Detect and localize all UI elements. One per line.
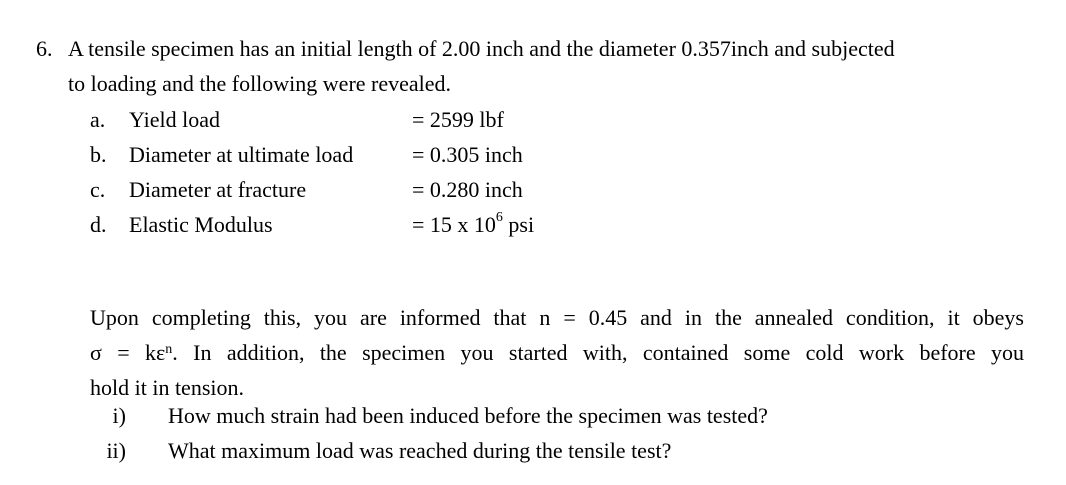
paragraph-line-2 (90, 335, 1024, 370)
info-paragraph (90, 300, 1024, 405)
given-item-value-diameter-fracture: = 0.280 inch (412, 177, 523, 202)
question-text-line-1: A tensile specimen has an initial length of 2.00 inch and the diameter 0.357inch and subjected (68, 36, 895, 61)
subquestion-text-i: How much strain had been induced before the specimen was tested? (168, 403, 768, 428)
given-item-value-elastic-modulus (412, 210, 535, 237)
paragraph-line-3: hold it in tension. (90, 375, 244, 400)
elastic-modulus-base: = 15 x 10 (412, 212, 496, 237)
subquestion-number-ii: ii) (106, 438, 126, 463)
given-item-letter-a: a. (90, 107, 106, 132)
given-item-letter-c: c. (90, 177, 106, 202)
question-number: 6. (36, 36, 53, 61)
stress-strain-formula: σ = kε (90, 340, 166, 365)
subquestion-text-ii: What maximum load was reached during the tensile test? (168, 438, 672, 463)
paragraph-line-1: Upon completing this, you are informed that n = 0.45 and in the annealed condition, it obeys (90, 305, 1024, 330)
given-item-label-elastic-modulus: Elastic Modulus (129, 212, 273, 237)
formula-exponent: n (165, 342, 173, 357)
given-item-letter-b: b. (90, 142, 107, 167)
given-item-label-diameter-fracture: Diameter at fracture (129, 177, 307, 202)
given-item-label-yield-load: Yield load (129, 107, 221, 132)
paragraph-line-2-rest: . In addition, the specimen you started with, contained some cold work before you (172, 340, 1024, 365)
elastic-modulus-unit: psi (502, 212, 535, 237)
subquestion-number-i: i) (112, 403, 126, 428)
given-item-letter-d: d. (90, 212, 107, 237)
elastic-modulus-exponent: 6 (495, 210, 503, 225)
question-text-line-2: to loading and the following were revealed. (68, 71, 452, 96)
given-item-value-diameter-ultimate: = 0.305 inch (412, 142, 523, 167)
given-item-value-yield-load: = 2599 lbf (412, 107, 504, 132)
given-item-label-diameter-ultimate: Diameter at ultimate load (129, 142, 354, 167)
